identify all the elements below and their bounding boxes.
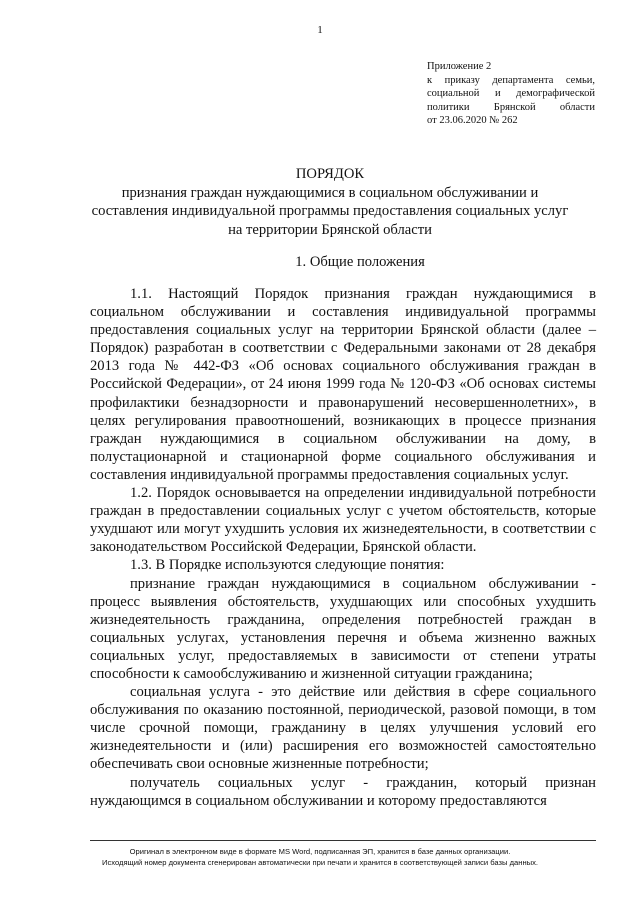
footer-line: Исходящий номер документа сгенерирован автоматически при печати и хранится в соответствующей записи базы данных. — [101, 858, 538, 867]
footer-note — [0, 846, 640, 868]
footer-divider — [90, 840, 596, 841]
title-line: составления индивидуальной программы предоставления социальных услуг — [91, 203, 569, 219]
appendix-line: политики Брянской области — [427, 101, 595, 113]
title-heading: ПОРЯДОК — [295, 166, 365, 182]
paragraph: 1.2. Порядок основывается на определении индивидуальной потребности граждан в предоставлении социальных услуг с учетом обстоятельств, которые ухудшают или могут ухудшить условия их жизнедеятельности, в соответствии с законодательством Российской Федерации, Брянской области. — [90, 485, 596, 556]
appendix-line: от 23.06.2020 № 262 — [427, 115, 518, 126]
appendix-line: социальной и демографической — [427, 88, 595, 99]
footer-line: Оригинал в электронном виде в формате MS Word, подписанная ЭП, хранится в базе данных организации. — [129, 847, 511, 856]
appendix-line: к приказу департамента семьи, — [427, 74, 595, 86]
section-heading: 1. Общие положения — [295, 254, 425, 270]
paragraph: 1.1. Настоящий Порядок признания граждан нуждающимися в социальном обслуживании и составления индивидуальной программы предоставления социальных услуг на территории Брянской области (далее – Порядок) разработан в соответствии с Федеральными законами от 28 декабря 2013 года № 442-ФЗ «Об основах социального обслуживания граждан в Российской Федерации», от 24 июня 1999 года № 120-ФЗ «Об основах системы профилактики безнадзорности и правонарушений несовершеннолетних», в целях регулирования правоотношений, возникающих в процессе признания граждан нуждающимися в социальном обслуживании на дому, в полустационарной и стационарной форме социального обслуживания и составления индивидуальной программы предоставления социальных услуг. — [90, 286, 596, 483]
document-title — [60, 165, 600, 239]
title-line: признания граждан нуждающимися в социальном обслуживании и — [121, 184, 539, 201]
paragraph: получатель социальных услуг - гражданин, который признан нуждающимся в социальном обслуживании и которому предоставляются — [90, 774, 596, 809]
paragraph: социальная услуга - это действие или действия в сфере социального обслуживания по оказанию постоянной, периодической, разовой помощи, в том числе срочной помощи, гражданину в целях улучшения условий его жизнедеятельности и (или) расширения его возможностей самостоятельно обеспечивать свои основные жизненные потребности; — [90, 684, 596, 773]
paragraph: признание граждан нуждающимися в социальном обслуживании - процесс выявления обстоятельств, ухудшающих или способных ухудшить жизнедеятельность гражданина, определения потребностей граждан в социальных услугах, установления перечня и объема жизненно важных социальных услуг, предоставляемых в зависимости от степени утраты способности к самообслуживанию и жизненной ситуации гражданина; — [90, 575, 596, 682]
appendix-line: Приложение 2 — [427, 61, 492, 72]
title-line: на территории Брянской области — [228, 221, 432, 238]
document-body — [90, 285, 596, 810]
page-number: 1 — [317, 24, 323, 36]
appendix-block — [427, 60, 595, 128]
paragraph: 1.3. В Порядке используются следующие понятия: — [130, 557, 445, 574]
